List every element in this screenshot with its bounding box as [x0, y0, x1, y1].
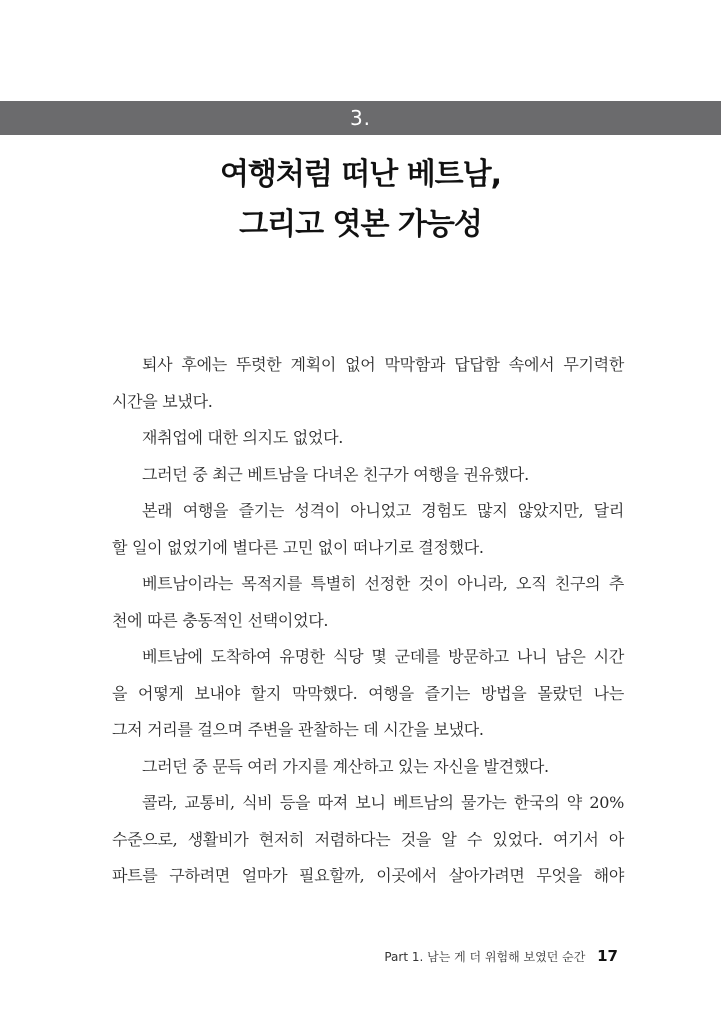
page-footer — [384, 946, 618, 967]
page-number: 17 — [597, 947, 618, 965]
body-line: 베트남에 도착하여 유명한 식당 몇 군데를 방문하고 나니 남은 시간 — [142, 647, 624, 666]
chapter-title-line-2: 그리고 엿본 가능성 — [239, 207, 482, 242]
body-line: 파트를 구하려면 얼마가 필요할까, 이곳에서 살아가려면 무엇을 해야 — [112, 866, 624, 885]
body-line: 을 어떻게 보내야 할지 막막했다. 여행을 즐기는 방법을 몰랐던 나는 — [112, 683, 624, 703]
body-line: 그러던 중 문득 여러 가지를 계산하고 있는 자신을 발견했다. — [142, 756, 549, 776]
body-line: 할 일이 없었기에 별다른 고민 없이 떠나기로 결정했다. — [112, 537, 484, 557]
chapter-title-line-1: 여행처럼 떠난 베트남, — [219, 157, 502, 192]
body-line: 시간을 보냈다. — [112, 391, 213, 411]
body-text — [112, 347, 624, 895]
chapter-title — [0, 150, 721, 250]
body-line: 그러던 중 최근 베트남을 다녀온 친구가 여행을 권유했다. — [142, 464, 529, 484]
body-line: 그저 거리를 걸으며 주변을 관찰하는 데 시간을 보냈다. — [112, 720, 484, 739]
running-title: Part 1. 남는 게 더 위험해 보였던 순간 — [384, 950, 586, 964]
body-line: 수준으로, 생활비가 현저히 저렴하다는 것을 알 수 있었다. 여기서 아 — [112, 829, 624, 849]
body-line: 베트남이라는 목적지를 특별히 선정한 것이 아니라, 오직 친구의 추 — [142, 574, 624, 593]
body-line: 콜라, 교통비, 식비 등을 따져 보니 베트남의 물가는 한국의 약 20% — [142, 793, 624, 812]
body-line: 퇴사 후에는 뚜렷한 계획이 없어 막막함과 답답함 속에서 무기력한 — [142, 355, 624, 374]
body-line: 천에 따른 충동적인 선택이었다. — [112, 610, 329, 630]
chapter-number-bar — [0, 101, 721, 135]
body-line: 본래 여행을 즐기는 성격이 아니었고 경험도 많지 않았지만, 달리 — [142, 501, 624, 520]
chapter-number: 3. — [349, 106, 372, 130]
body-line: 재취업에 대한 의지도 없었다. — [142, 428, 344, 447]
